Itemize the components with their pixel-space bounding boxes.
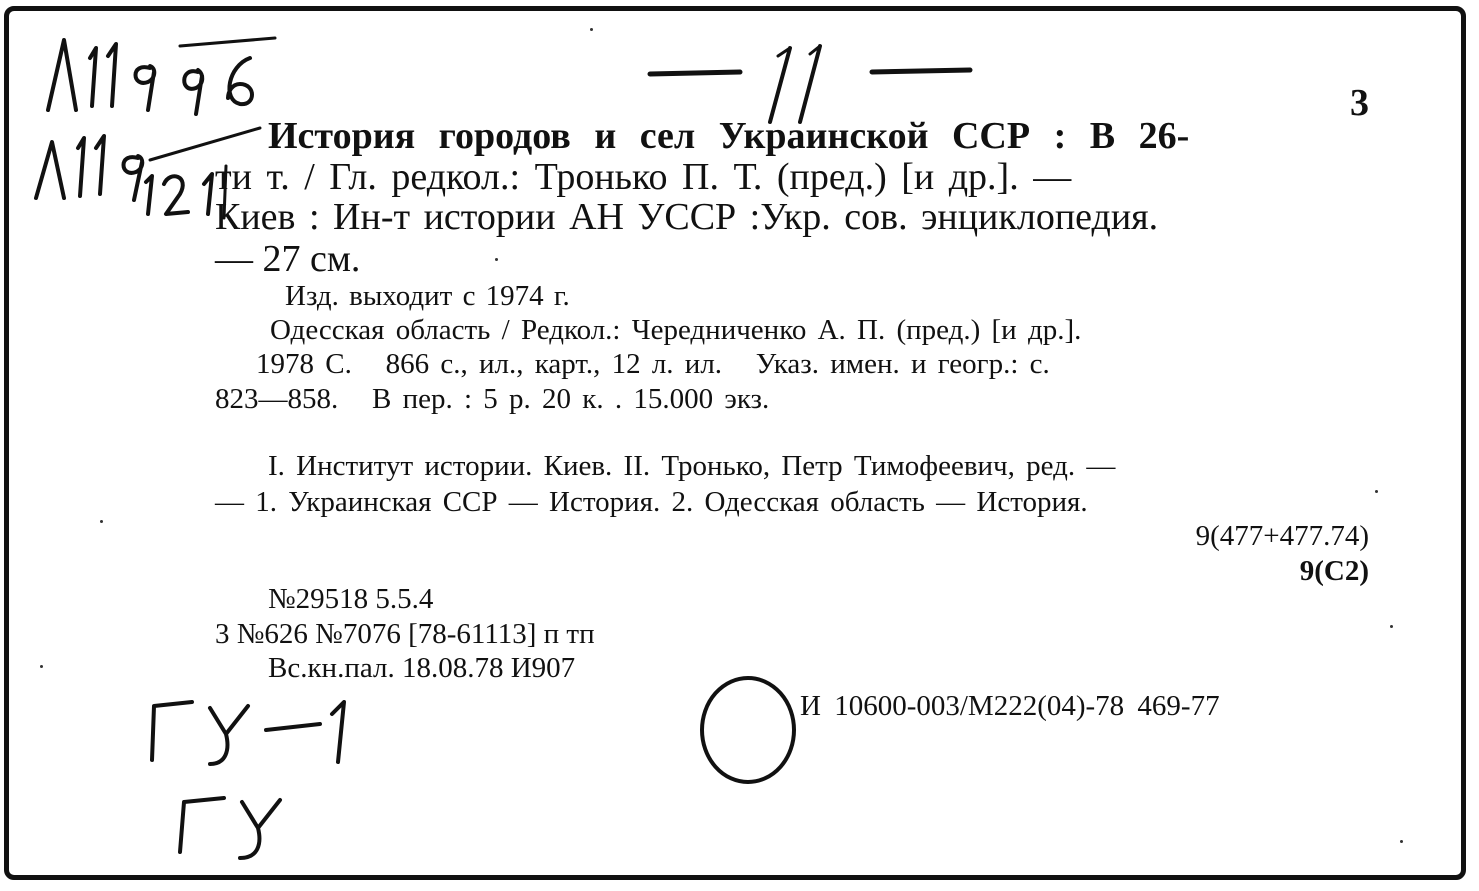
classification-2: 9(С2) (1299, 555, 1369, 587)
index-line-1: I. Институт истории. Киев. II. Тронько, Петр Тимофеевич, ред. — (268, 450, 1116, 482)
volume-line-2: 1978 С. 866 с., ил., карт., 12 л. ил. Указ. имен. и геогр.: с. (256, 348, 1050, 380)
speck (1375, 490, 1378, 493)
order-line-1: №29518 5.5.4 (268, 583, 434, 615)
speck (590, 28, 593, 31)
order-line-3: Вс.кн.пал. 18.08.78 И907 (268, 652, 576, 684)
handwritten-top-stamp (640, 36, 980, 126)
isbn-line: И 10600-003/М222(04)-78 469-77 (800, 690, 1220, 722)
index-line-2: — 1. Украинская ССР — История. 2. Одесская область — История. (215, 486, 1088, 518)
page-number: 3 (1350, 82, 1369, 124)
handwritten-bottom-code-1 (140, 690, 380, 780)
publication-note: Изд. выходит с 1974 г. (285, 280, 570, 312)
order-line-2: 3 №626 №7076 [78-61113] п тп (215, 618, 595, 650)
handwritten-top-number (30, 18, 290, 128)
speck (100, 520, 103, 523)
handwritten-bottom-code-2 (170, 788, 310, 868)
title-line-3: Киев : Ин-т истории АН УССР :Укр. сов. энциклопедия. (215, 196, 1159, 238)
speck (495, 258, 498, 261)
speck (40, 665, 43, 668)
title-line-4: — 27 см. (215, 238, 361, 280)
volume-line-1: Одесская область / Редкол.: Чередниченко А. П. (пред.) [и др.]. (270, 314, 1082, 346)
speck (1400, 840, 1403, 843)
title-line-1 (268, 117, 1189, 155)
circle-mark (690, 672, 810, 792)
title-line-2: ти т. / Гл. редкол.: Тронько П. Т. (пред.) [и др.]. — (215, 156, 1072, 198)
title-line-1-text: История городов и сел Украинской ССР : В 26- (268, 115, 1190, 157)
speck (1390, 625, 1393, 628)
volume-line-3: 823—858. В пер. : 5 р. 20 к. . 15.000 экз. (215, 383, 770, 415)
classification-1: 9(477+477.74) (1195, 520, 1369, 552)
